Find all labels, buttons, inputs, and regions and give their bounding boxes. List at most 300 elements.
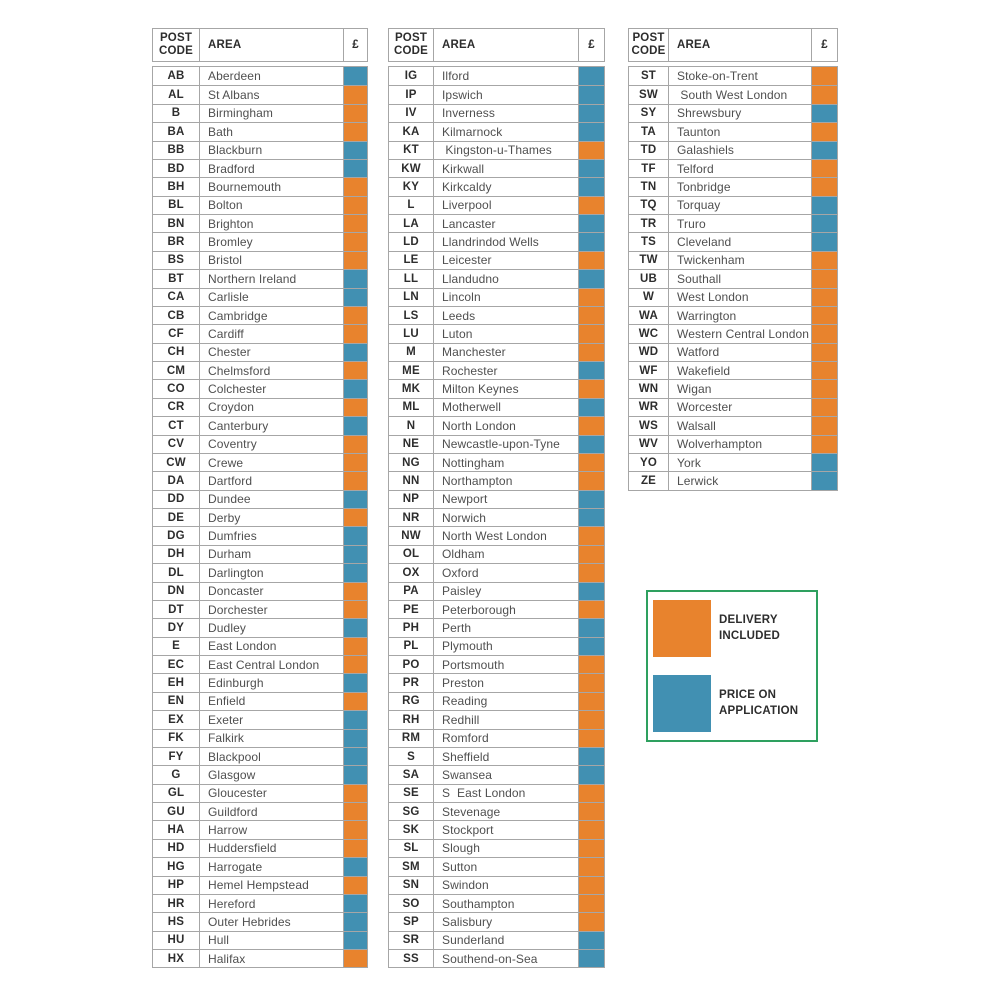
- table-row: [153, 398, 367, 416]
- price-swatch-poa: [811, 454, 837, 471]
- price-swatch-delivery: [811, 67, 837, 85]
- area-cell: Coventry: [208, 437, 257, 452]
- area-cell: Swindon: [442, 878, 489, 893]
- price-swatch-delivery: [811, 325, 837, 342]
- area-cell: Halifax: [208, 951, 246, 966]
- postcode-cell: SL: [389, 840, 434, 857]
- price-swatch-delivery: [343, 821, 367, 838]
- table-row: [629, 67, 837, 85]
- area-cell: Aberdeen: [208, 69, 261, 84]
- table-row: [153, 710, 367, 728]
- postcode-cell: IP: [389, 86, 434, 103]
- price-swatch-poa: [343, 289, 367, 306]
- area-cell: Brighton: [208, 216, 254, 231]
- area-cell: Leicester: [442, 253, 492, 268]
- area-cell: Nottingham: [442, 455, 505, 470]
- table-row: [389, 600, 604, 618]
- postcode-cell: LE: [389, 252, 434, 269]
- postcode-cell: FK: [153, 730, 200, 747]
- area-cell: Lincoln: [442, 290, 481, 305]
- area-cell: Slough: [442, 841, 480, 856]
- postcode-cell: TN: [629, 178, 669, 195]
- postcode-cell: WS: [629, 417, 669, 434]
- table-row: [153, 343, 367, 361]
- area-cell: Wigan: [677, 382, 712, 397]
- price-swatch-poa: [343, 160, 367, 177]
- price-swatch-poa: [811, 197, 837, 214]
- area-cell: Bristol: [208, 253, 243, 268]
- table-row: [629, 269, 837, 287]
- area-cell: Durham: [208, 547, 252, 562]
- table-row: [389, 251, 604, 269]
- price-swatch-poa: [578, 86, 604, 103]
- price-swatch-poa: [343, 564, 367, 581]
- price-swatch-delivery: [343, 785, 367, 802]
- delivery-included-label: DELIVERY INCLUDED: [719, 613, 781, 642]
- area-cell: Preston: [442, 676, 485, 691]
- table-row: [153, 820, 367, 838]
- postcode-cell: BT: [153, 270, 200, 287]
- postcode-cell: KT: [389, 142, 434, 159]
- postcode-cell: G: [153, 766, 200, 783]
- table-row: [389, 379, 604, 397]
- area-cell: Rochester: [442, 363, 498, 378]
- area-column-header: AREA: [677, 39, 711, 51]
- price-swatch-delivery: [811, 252, 837, 269]
- table-row: [153, 453, 367, 471]
- price-swatch-delivery: [578, 730, 604, 747]
- price-swatch-delivery: [811, 178, 837, 195]
- area-cell: Watford: [677, 345, 720, 360]
- table-row: [629, 196, 837, 214]
- table-body: [388, 66, 605, 968]
- price-swatch-delivery: [578, 289, 604, 306]
- postcode-cell: OX: [389, 564, 434, 581]
- postcode-cell: CT: [153, 417, 200, 434]
- postcode-cell: EC: [153, 656, 200, 673]
- area-cell: Twickenham: [677, 253, 745, 268]
- price-swatch-delivery: [578, 252, 604, 269]
- table-row: [153, 582, 367, 600]
- price-swatch-poa: [578, 362, 604, 379]
- price-swatch-poa: [578, 105, 604, 122]
- price-swatch-delivery: [578, 656, 604, 673]
- area-cell: Walsall: [677, 418, 716, 433]
- postcode-cell: HA: [153, 821, 200, 838]
- postcode-cell: DE: [153, 509, 200, 526]
- area-cell: Southampton: [442, 896, 515, 911]
- price-swatch-delivery: [343, 472, 367, 489]
- area-cell: Lerwick: [677, 473, 719, 488]
- postcode-cell: LS: [389, 307, 434, 324]
- area-cell: Motherwell: [442, 400, 502, 415]
- table-row: [629, 104, 837, 122]
- postcode-cell: SE: [389, 785, 434, 802]
- table-row: [389, 122, 604, 140]
- table-row: [153, 177, 367, 195]
- price-swatch-delivery: [578, 674, 604, 691]
- table-row: [629, 435, 837, 453]
- table-row: [153, 306, 367, 324]
- price-swatch-delivery: [343, 436, 367, 453]
- area-cell: Dumfries: [208, 529, 257, 544]
- area-cell: Oxford: [442, 565, 479, 580]
- area-cell: Torquay: [677, 198, 721, 213]
- postcode-table-2: [388, 28, 605, 968]
- area-cell: Reading: [442, 694, 488, 709]
- postcode-cell: ME: [389, 362, 434, 379]
- area-cell: Newcastle-upon-Tyne: [442, 437, 560, 452]
- postcode-column-header: POST CODE: [629, 29, 669, 61]
- postcode-cell: E: [153, 638, 200, 655]
- postcode-cell: PA: [389, 583, 434, 600]
- price-swatch-poa: [578, 491, 604, 508]
- table-row: [153, 159, 367, 177]
- price-swatch-poa: [811, 142, 837, 159]
- area-cell: North London: [442, 418, 516, 433]
- price-column-header: £: [343, 29, 367, 61]
- area-cell: Swansea: [442, 767, 493, 782]
- area-cell: Bromley: [208, 235, 253, 250]
- area-cell: Guildford: [208, 804, 258, 819]
- table-row: [389, 784, 604, 802]
- price-swatch-delivery: [811, 380, 837, 397]
- area-cell: Croydon: [208, 400, 255, 415]
- postcode-cell: NN: [389, 472, 434, 489]
- area-cell: Chester: [208, 345, 251, 360]
- area-cell: Blackpool: [208, 749, 261, 764]
- postcode-cell: DD: [153, 491, 200, 508]
- postcode-cell: ST: [629, 67, 669, 85]
- table-row: [389, 508, 604, 526]
- postcode-cell: SK: [389, 821, 434, 838]
- table-row: [153, 104, 367, 122]
- postcode-cell: CF: [153, 325, 200, 342]
- table-row: [153, 692, 367, 710]
- table-row: [389, 747, 604, 765]
- area-cell: Plymouth: [442, 639, 493, 654]
- area-cell: Manchester: [442, 345, 506, 360]
- price-swatch-delivery: [578, 454, 604, 471]
- price-swatch-poa: [578, 932, 604, 949]
- postcode-cell: NP: [389, 491, 434, 508]
- price-swatch-poa: [343, 491, 367, 508]
- table-row: [389, 453, 604, 471]
- price-swatch-delivery: [811, 307, 837, 324]
- table-row: [629, 361, 837, 379]
- postcode-cell: IG: [389, 67, 434, 85]
- legend-item-delivery: [653, 600, 815, 657]
- postcode-cell: AB: [153, 67, 200, 85]
- postcode-cell: NE: [389, 436, 434, 453]
- area-cell: Kirkcaldy: [442, 179, 492, 194]
- postcode-cell: DN: [153, 583, 200, 600]
- postcode-cell: S: [389, 748, 434, 765]
- area-cell: Sutton: [442, 859, 478, 874]
- postcode-cell: BR: [153, 233, 200, 250]
- price-swatch-delivery: [578, 913, 604, 930]
- area-cell: Salisbury: [442, 914, 493, 929]
- postcode-cell: SA: [389, 766, 434, 783]
- area-cell: Chelmsford: [208, 363, 271, 378]
- price-swatch-delivery: [343, 583, 367, 600]
- price-swatch-poa: [578, 233, 604, 250]
- table-row: [389, 159, 604, 177]
- legend-item-poa: [653, 675, 815, 732]
- area-cell: Crewe: [208, 455, 244, 470]
- area-cell: Taunton: [677, 124, 721, 139]
- area-cell: Bournemouth: [208, 179, 282, 194]
- area-cell: Inverness: [442, 106, 495, 121]
- area-cell: Cleveland: [677, 235, 732, 250]
- area-cell: Kingston-u-Thames: [442, 143, 552, 158]
- table-row: [153, 729, 367, 747]
- price-swatch-poa: [578, 160, 604, 177]
- area-cell: Dorchester: [208, 602, 268, 617]
- table-row: [389, 765, 604, 783]
- table-row: [153, 637, 367, 655]
- table-row: [389, 398, 604, 416]
- table-row: [153, 931, 367, 949]
- table-row: [389, 67, 604, 85]
- price-swatch-poa: [343, 67, 367, 85]
- table-row: [389, 177, 604, 195]
- price-swatch-poa: [343, 344, 367, 361]
- price-swatch-delivery: [578, 380, 604, 397]
- table-row: [629, 306, 837, 324]
- postcode-cell: TQ: [629, 197, 669, 214]
- area-cell: Portsmouth: [442, 657, 505, 672]
- price-swatch-poa: [343, 748, 367, 765]
- price-swatch-poa: [811, 233, 837, 250]
- price-swatch-delivery: [578, 546, 604, 563]
- area-cell: Glasgow: [208, 767, 256, 782]
- area-cell: Enfield: [208, 694, 246, 709]
- area-cell: North West London: [442, 529, 547, 544]
- postcode-cell: GL: [153, 785, 200, 802]
- area-cell: Liverpool: [442, 198, 492, 213]
- price-swatch-delivery: [343, 362, 367, 379]
- area-cell: Birmingham: [208, 106, 274, 121]
- area-cell: Telford: [677, 161, 714, 176]
- table-row: [389, 673, 604, 691]
- price-swatch-delivery: [578, 858, 604, 875]
- postcode-cell: HP: [153, 877, 200, 894]
- price-swatch-delivery: [343, 252, 367, 269]
- postcode-table-3: [628, 28, 838, 491]
- price-swatch-poa: [811, 472, 837, 489]
- area-cell: Newport: [442, 492, 488, 507]
- price-swatch-poa: [343, 417, 367, 434]
- area-column-header: AREA: [442, 39, 476, 51]
- area-cell: Sheffield: [442, 749, 490, 764]
- postcode-cell: TS: [629, 233, 669, 250]
- table-row: [389, 545, 604, 563]
- price-swatch-poa: [578, 638, 604, 655]
- postcode-cell: SS: [389, 950, 434, 967]
- postcode-cell: HR: [153, 895, 200, 912]
- price-swatch-delivery: [811, 270, 837, 287]
- table-row: [389, 196, 604, 214]
- area-cell: Sunderland: [442, 933, 505, 948]
- table-row: [153, 600, 367, 618]
- area-cell: Outer Hebrides: [208, 914, 291, 929]
- postcode-cell: SP: [389, 913, 434, 930]
- area-cell: Harrogate: [208, 859, 263, 874]
- postcode-cell: EX: [153, 711, 200, 728]
- price-swatch-delivery: [811, 399, 837, 416]
- postcode-cell: N: [389, 417, 434, 434]
- price-swatch-delivery: [343, 840, 367, 857]
- postcode-cell: NR: [389, 509, 434, 526]
- table-row: [153, 122, 367, 140]
- table-row: [629, 122, 837, 140]
- table-row: [153, 232, 367, 250]
- table-row: [153, 802, 367, 820]
- price-swatch-delivery: [343, 178, 367, 195]
- price-swatch-delivery: [811, 344, 837, 361]
- area-cell: Falkirk: [208, 731, 245, 746]
- area-cell: Milton Keynes: [442, 382, 519, 397]
- postcode-cell: CO: [153, 380, 200, 397]
- price-swatch-delivery: [811, 160, 837, 177]
- postcode-cell: BA: [153, 123, 200, 140]
- table-row: [153, 435, 367, 453]
- table-row: [629, 416, 837, 434]
- postcode-cell: CR: [153, 399, 200, 416]
- price-swatch-poa: [811, 215, 837, 232]
- price-swatch-poa: [343, 895, 367, 912]
- price-swatch-delivery: [343, 86, 367, 103]
- postcode-cell: KY: [389, 178, 434, 195]
- area-cell: Harrow: [208, 823, 248, 838]
- postcode-cell: RH: [389, 711, 434, 728]
- postcode-cell: W: [629, 289, 669, 306]
- table-row: [389, 582, 604, 600]
- area-cell: Hereford: [208, 896, 256, 911]
- area-cell: S East London: [442, 786, 526, 801]
- table-row: [389, 214, 604, 232]
- postcode-cell: ML: [389, 399, 434, 416]
- table-row: [153, 912, 367, 930]
- postcode-cell: WD: [629, 344, 669, 361]
- postcode-cell: PH: [389, 619, 434, 636]
- postcode-cell: LD: [389, 233, 434, 250]
- area-cell: Dundee: [208, 492, 251, 507]
- area-cell: Norwich: [442, 510, 487, 525]
- postcode-cell: BH: [153, 178, 200, 195]
- price-swatch-delivery: [343, 307, 367, 324]
- price-swatch-delivery: [343, 105, 367, 122]
- postcode-cell: PE: [389, 601, 434, 618]
- postcode-cell: BS: [153, 252, 200, 269]
- price-swatch-delivery: [811, 436, 837, 453]
- postcode-cell: BN: [153, 215, 200, 232]
- table-row: [629, 324, 837, 342]
- postcode-cell: HU: [153, 932, 200, 949]
- price-swatch-delivery: [343, 601, 367, 618]
- area-cell: Darlington: [208, 565, 264, 580]
- table-row: [153, 876, 367, 894]
- price-swatch-delivery: [343, 803, 367, 820]
- price-swatch-poa: [578, 123, 604, 140]
- postcode-cell: RG: [389, 693, 434, 710]
- table-row: [629, 177, 837, 195]
- price-swatch-poa: [578, 215, 604, 232]
- postcode-cell: DA: [153, 472, 200, 489]
- area-cell: Dartford: [208, 473, 253, 488]
- area-column-header: AREA: [208, 39, 242, 51]
- area-cell: Hull: [208, 933, 230, 948]
- postcode-cell: WF: [629, 362, 669, 379]
- area-cell: Oldham: [442, 547, 485, 562]
- table-row: [629, 251, 837, 269]
- postcode-cell: TR: [629, 215, 669, 232]
- area-cell: Huddersfield: [208, 841, 277, 856]
- area-cell: Galashiels: [677, 143, 735, 158]
- price-on-application-swatch: [653, 675, 711, 732]
- table-row: [389, 894, 604, 912]
- price-swatch-poa: [343, 932, 367, 949]
- table-header: [388, 28, 605, 62]
- area-cell: Northampton: [442, 473, 513, 488]
- area-cell: Blackburn: [208, 143, 263, 158]
- price-swatch-delivery: [578, 344, 604, 361]
- price-swatch-delivery: [578, 877, 604, 894]
- area-cell: Doncaster: [208, 584, 264, 599]
- table-row: [153, 471, 367, 489]
- table-row: [389, 876, 604, 894]
- table-row: [153, 67, 367, 85]
- postcode-cell: AL: [153, 86, 200, 103]
- price-swatch-poa: [578, 748, 604, 765]
- postcode-cell: WN: [629, 380, 669, 397]
- postcode-cell: TA: [629, 123, 669, 140]
- table-row: [389, 490, 604, 508]
- area-cell: Southall: [677, 271, 722, 286]
- table-header: [152, 28, 368, 62]
- table-row: [153, 490, 367, 508]
- table-row: [389, 361, 604, 379]
- area-cell: Paisley: [442, 584, 482, 599]
- price-swatch-delivery: [343, 877, 367, 894]
- area-cell: Lancaster: [442, 216, 496, 231]
- postcode-table-1: [152, 28, 368, 968]
- area-cell: Cardiff: [208, 326, 244, 341]
- area-cell: Llandudno: [442, 271, 499, 286]
- postcode-cell: CB: [153, 307, 200, 324]
- area-cell: Llandrindod Wells: [442, 235, 539, 250]
- postcode-cell: HD: [153, 840, 200, 857]
- postcode-cell: SR: [389, 932, 434, 949]
- price-swatch-delivery: [343, 693, 367, 710]
- table-row: [389, 949, 604, 967]
- postcode-cell: OL: [389, 546, 434, 563]
- table-row: [389, 526, 604, 544]
- postcode-cell: MK: [389, 380, 434, 397]
- table-row: [389, 269, 604, 287]
- postcode-column-header: POST CODE: [153, 29, 200, 61]
- postcode-cell: WC: [629, 325, 669, 342]
- area-cell: Romford: [442, 731, 489, 746]
- price-swatch-delivery: [343, 509, 367, 526]
- table-row: [629, 85, 837, 103]
- table-row: [153, 618, 367, 636]
- area-cell: Stockport: [442, 823, 494, 838]
- price-swatch-poa: [578, 619, 604, 636]
- price-swatch-delivery: [578, 197, 604, 214]
- area-cell: Bath: [208, 124, 234, 139]
